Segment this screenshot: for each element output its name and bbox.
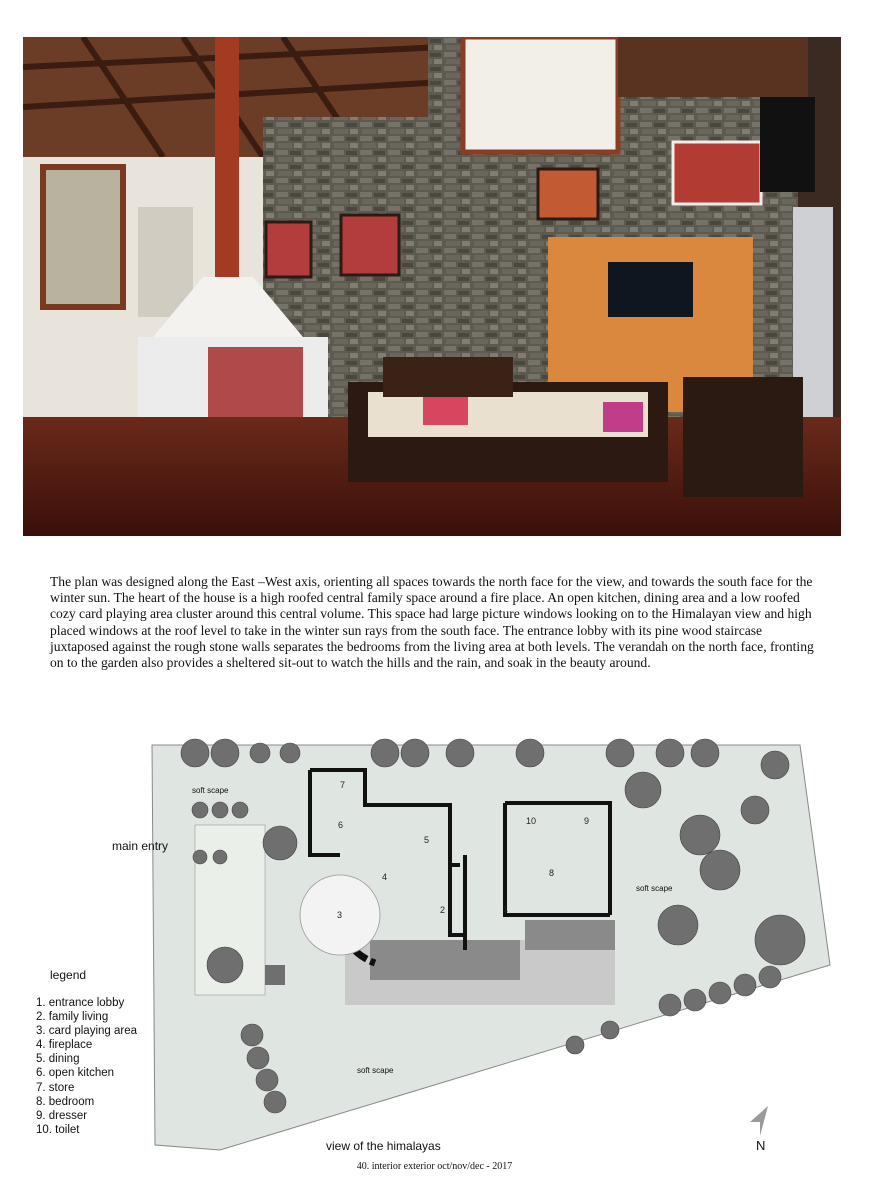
legend-item: 3. card playing area [36,1025,138,1038]
verandah-deck [370,940,520,980]
tree [680,815,720,855]
room-number-7: 7 [340,780,346,790]
north-label: N [756,1138,766,1153]
living-room-photo [23,37,841,536]
legend-item: 5. dining [36,1053,80,1066]
room-number-1: 1 [503,904,509,914]
legend-list [36,996,137,1137]
legend-title: legend [50,968,87,982]
room-number-10: 10 [526,816,537,826]
tree [250,743,270,763]
tree [212,802,228,818]
tree [516,739,544,767]
tree [181,739,209,767]
soft-scape-label: soft scape [357,1066,394,1075]
room-number-2: 2 [440,905,446,915]
tree [741,796,769,824]
tree [700,850,740,890]
tree [446,739,474,767]
description-paragraph: The plan was designed along the East –West axis, orienting all spaces towards the north face for the view, and towards the south face for the winter sun. The heart of the house is a high roofed central family space around a fire place. An open kitchen, dining area and a low roofed cozy card playing area cluster around this central volume. This space had large picture windows looking on to the Himalayan view and high placed windows at the roof level to take in the winter sun rays from the south face. The entrance lobby with its pine wood staircase juxtaposed against the rough stone walls separates the bedrooms from the living area at both levels. The verandah on the north face, fronting on to the garden also provides a sheltered sit-out to watch the hills and the rain, and soak in the beauty around. [50,574,814,671]
tree [263,826,297,860]
tree [658,905,698,945]
room-number-3: 3 [337,910,343,920]
legend-item: 4. fireplace [36,1039,93,1052]
tree [247,1047,269,1069]
legend-item: 9. dresser [36,1109,88,1122]
legend-item: 2. family living [36,1011,109,1024]
tree [232,802,248,818]
page-footer: 40. interior exterior oct/nov/dec - 2017 [356,1161,513,1172]
room-number-9: 9 [584,816,590,826]
tree [755,915,805,965]
soft-scape-label: soft scape [192,786,229,795]
tree [371,739,399,767]
tree [759,966,781,988]
tree [601,1021,619,1039]
tree [659,994,681,1016]
view-label: view of the himalayas [326,1139,441,1153]
tree [264,1091,286,1113]
tree [401,739,429,767]
room-number-5: 5 [424,835,430,845]
tree [734,974,756,996]
tree [193,850,207,864]
main-entry-label: main entry [112,839,169,853]
tree [213,850,227,864]
tree [709,982,731,1004]
verandah-deck [525,920,615,950]
tree [625,772,661,808]
soft-scape-label: soft scape [636,884,673,893]
room-number-4: 4 [382,872,388,882]
tree [691,739,719,767]
north-arrow-icon [746,1104,774,1138]
tree [192,802,208,818]
legend-item: 10. toilet [36,1123,80,1136]
tree [684,989,706,1011]
tree [207,947,243,983]
legend-item: 6. open kitchen [36,1067,115,1080]
site-plan [100,735,840,1155]
room-number-6: 6 [338,820,344,830]
tree [256,1069,278,1091]
tree [241,1024,263,1046]
tree [606,739,634,767]
tree [761,751,789,779]
legend-item: 7. store [36,1081,75,1094]
tree [211,739,239,767]
stone-pad [265,965,285,985]
tree [566,1036,584,1054]
tree [280,743,300,763]
legend-item: 1. entrance lobby [36,997,125,1009]
legend-item: 8. bedroom [36,1095,95,1108]
tree [656,739,684,767]
room-number-8: 8 [549,868,555,878]
